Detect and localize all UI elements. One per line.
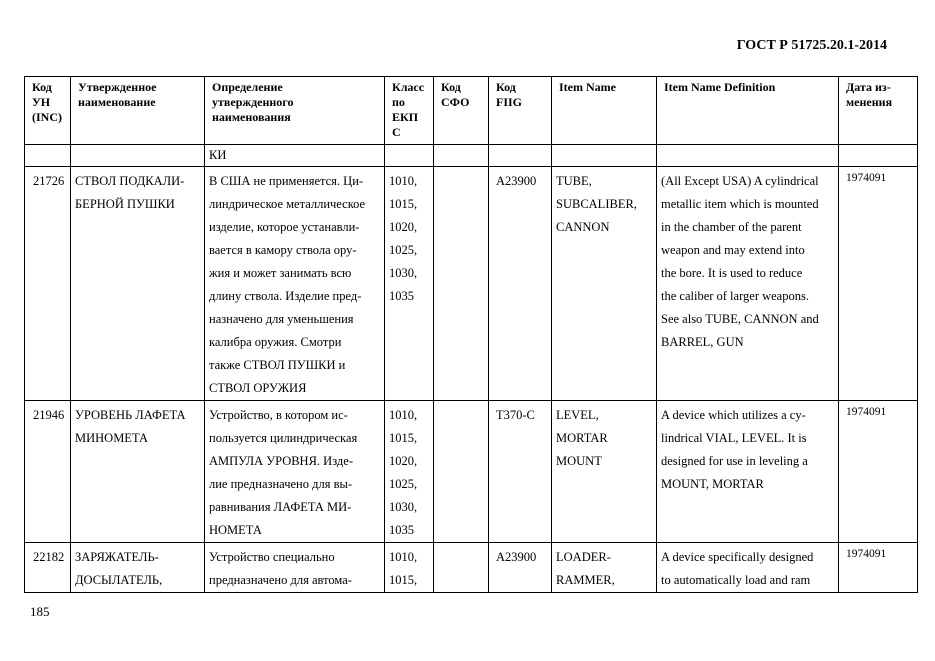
table-row bbox=[25, 167, 918, 401]
cell-fiig: T370-C bbox=[489, 401, 552, 543]
cell-definition: Устройство, в котором ис- пользуется цилиндрическая АМПУЛА УРОВНЯ. Изде- лие предназначено для вы- равнивания ЛАФЕТА МИ- НОМЕТА bbox=[205, 401, 385, 543]
cell bbox=[839, 145, 918, 167]
cell-class: 1010, 1015, 1020, 1025, 1030, 1035 bbox=[385, 167, 434, 401]
cell-change-date: 1974091 bbox=[839, 543, 918, 593]
cell-definition: КИ bbox=[205, 145, 385, 167]
cell bbox=[25, 145, 71, 167]
header-class: Класс по ЕКП С bbox=[385, 77, 434, 145]
header-definition: Определение утвержденного наименования bbox=[205, 77, 385, 145]
cell-inc: 22182 bbox=[25, 543, 71, 593]
page-number: 185 bbox=[30, 604, 50, 619]
header-fiig: Код FIIG bbox=[489, 77, 552, 145]
header-change-date: Дата из- менения bbox=[839, 77, 918, 145]
cell-item-name: LEVEL, MORTAR MOUNT bbox=[552, 401, 657, 543]
cell bbox=[434, 145, 489, 167]
cell-sfo bbox=[434, 167, 489, 401]
cell bbox=[71, 145, 205, 167]
cell-sfo bbox=[434, 401, 489, 543]
cell-approved-name: СТВОЛ ПОДКАЛИ- БЕРНОЙ ПУШКИ bbox=[71, 167, 205, 401]
cell-item-name-definition: (All Except USA) A cylindrical metallic item which is mounted in the chamber of the parent weapon and may extend into the bore. It is used to reduce the caliber of larger weapons. See also TUBE, CANNON and BARREL, GUN bbox=[657, 167, 839, 401]
table-row bbox=[25, 401, 918, 543]
header-item-name: Item Name bbox=[552, 77, 657, 145]
cell-definition: Устройство специально предназначено для автома- bbox=[205, 543, 385, 593]
header-inc: Код УН (INC) bbox=[25, 77, 71, 145]
cell-item-name: TUBE, SUBCALIBER, CANNON bbox=[552, 167, 657, 401]
cell bbox=[489, 145, 552, 167]
header-approved-name: Утвержденное наименование bbox=[71, 77, 205, 145]
cell-sfo bbox=[434, 543, 489, 593]
cell bbox=[552, 145, 657, 167]
cell-approved-name: ЗАРЯЖАТЕЛЬ- ДОСЫЛАТЕЛЬ, bbox=[71, 543, 205, 593]
cell-item-name: LOADER- RAMMER, bbox=[552, 543, 657, 593]
header-row bbox=[25, 77, 918, 145]
cell-class: 1010, 1015, bbox=[385, 543, 434, 593]
header-sfo: Код СФО bbox=[434, 77, 489, 145]
cell-approved-name: УРОВЕНЬ ЛАФЕТА МИНОМЕТА bbox=[71, 401, 205, 543]
cell-fiig: A23900 bbox=[489, 167, 552, 401]
cell-item-name-definition: A device specifically designed to automatically load and ram bbox=[657, 543, 839, 593]
cell-class: 1010, 1015, 1020, 1025, 1030, 1035 bbox=[385, 401, 434, 543]
cell bbox=[385, 145, 434, 167]
header-item-name-definition: Item Name Definition bbox=[657, 77, 839, 145]
cell-inc: 21946 bbox=[25, 401, 71, 543]
table-row-continuation bbox=[25, 145, 918, 167]
document-code: ГОСТ Р 51725.20.1-2014 bbox=[736, 38, 887, 53]
cell-inc: 21726 bbox=[25, 167, 71, 401]
table-row bbox=[25, 543, 918, 593]
cell-change-date: 1974091 bbox=[839, 167, 918, 401]
cell bbox=[657, 145, 839, 167]
cell-change-date: 1974091 bbox=[839, 401, 918, 543]
nomenclature-table bbox=[24, 76, 918, 593]
cell-definition: В США не применяется. Ци- линдрическое металлическое изделие, которое устанавли- вается в камору ствола ору- жия и может занимать всю длину ствола. Изделие пред- назначено для уменьшения калибра оружия. Смотри также СТВОЛ ПУШКИ и СТВОЛ ОРУЖИЯ bbox=[205, 167, 385, 401]
cell-item-name-definition: A device which utilizes a cy- lindrical VIAL, LEVEL. It is designed for use in leveling a MOUNT, MORTAR bbox=[657, 401, 839, 543]
cell-fiig: A23900 bbox=[489, 543, 552, 593]
